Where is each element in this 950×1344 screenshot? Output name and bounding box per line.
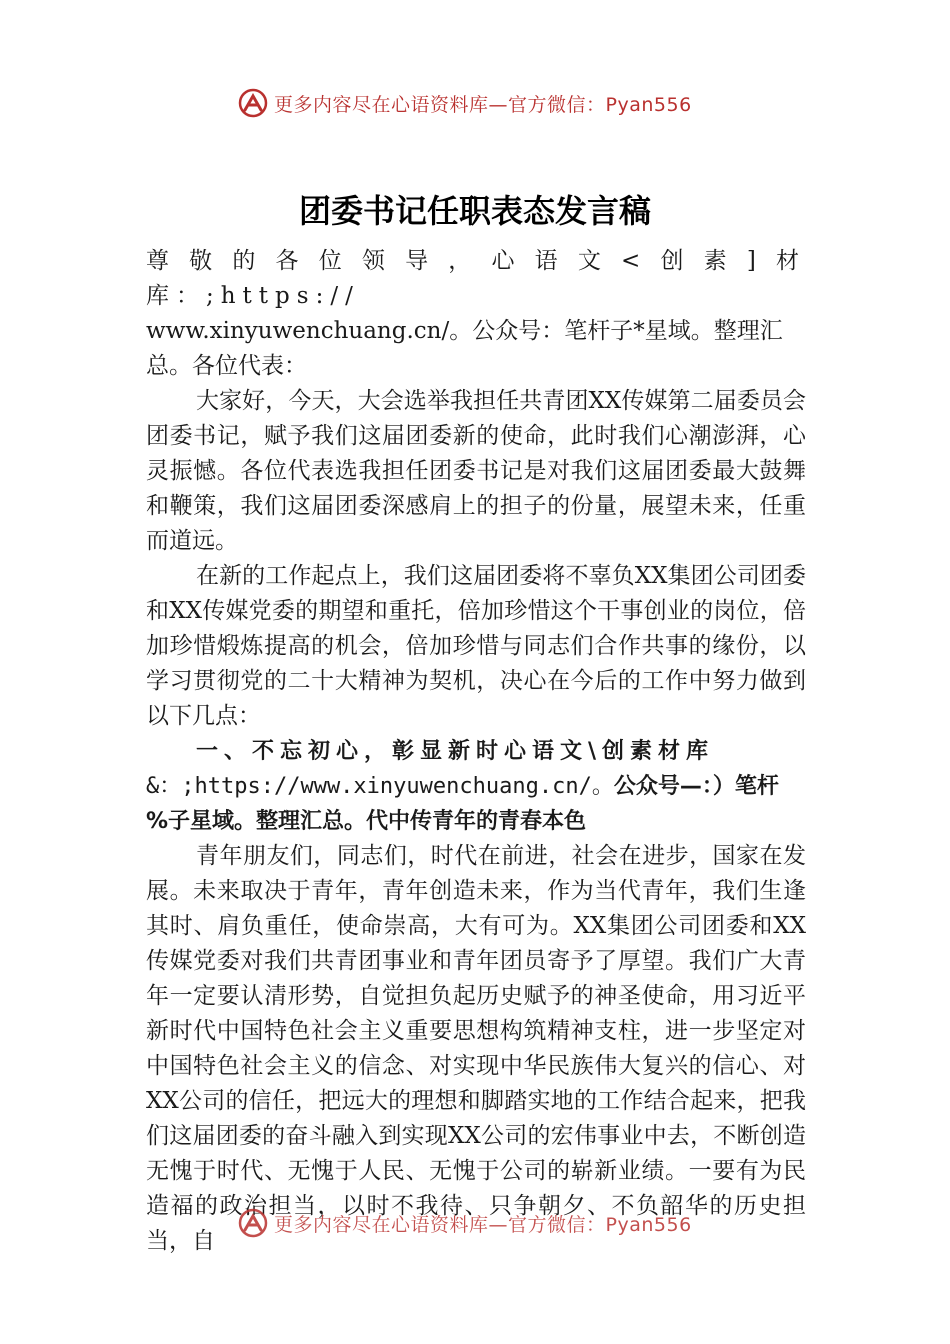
watermark-banner-top xyxy=(236,83,692,123)
salutation-line-3: 总。各位代表： xyxy=(146,353,307,379)
ribbon-logo-icon xyxy=(236,1206,270,1240)
heading-line-2-url: &：;https://www.xinyuwenchuang.cn/。 xyxy=(146,774,614,799)
document-title: 团委书记任职表态发言稿 xyxy=(298,192,651,230)
paragraph-1: 大家好，今天，大会选举我担任共青团XX传媒第二届委员会团委书记，赋予我们这届团委新的使命，此时我们心潮澎湃，心灵振憾。各位代表选我担任团委书记是对我们这届团委最大鼓舞和鞭策，我们这届团委深感肩上的担子的份量，展望未来，任重而道远。 xyxy=(146,388,806,554)
section-heading-1 xyxy=(146,734,806,839)
heading-line-1: 一、不忘初心，彰显新时心语文\创素材库 xyxy=(196,739,715,764)
paragraph-2: 在新的工作起点上，我们这届团委将不辜负XX集团公司团委和XX传媒党委的期望和重托，倍加珍惜这个干事创业的岗位，倍加珍惜煅炼提高的机会，倍加珍惜与同志们合作共事的缘份，以学习贯彻党的二十大精神为契机，决心在今后的工作中努力做到以下几点： xyxy=(146,563,806,729)
watermark-banner-bottom xyxy=(236,1203,692,1243)
document-body xyxy=(146,244,806,1259)
watermark-text: 更多内容尽在心语资料库—官方微信：Pyan556 xyxy=(274,1213,692,1236)
ribbon-logo-icon xyxy=(236,86,270,120)
salutation-line-2: www.xinyuwenchuang.cn/。公众号：笔杆子*星域。整理汇 xyxy=(146,318,783,344)
heading-line-2-tail: 公众号—：）笔杆 xyxy=(613,774,779,799)
salutation-line-1: 尊敬的各位领导，心语文<创素]材库：;https:// xyxy=(146,248,806,309)
heading-line-3: %子星域。整理汇总。代中传青年的青春本色 xyxy=(146,809,587,834)
paragraph-3: 青年朋友们，同志们，时代在前进，社会在进步，国家在发展。未来取决于青年，青年创造未来，作为当代青年，我们生逢其时、肩负重任，使命崇高，大有可为。XX集团公司团委和XX传媒党委对我们共青团事业和青年团员寄予了厚望。我们广大青年一定要认清形势，自觉担负起历史赋予的神圣使命，用习近平新时代中国特色社会主义重要思想构筑精神支柱，进一步坚定对中国特色社会主义的信念、对实现中华民族伟大复兴的信心、对XX公司的信任，把远大的理想和脚踏实地的工作结合起来，把我们这届团委的奋斗融入到实现XX公司的宏伟事业中去，不断创造无愧于时代、无愧于人民、无愧于公司的崭新业绩。一要有为民造福的政治担当，以时不我待、只争朝夕、不负韶华的历史担当，自 xyxy=(146,843,806,1254)
watermark-text: 更多内容尽在心语资料库—官方微信：Pyan556 xyxy=(274,93,692,116)
